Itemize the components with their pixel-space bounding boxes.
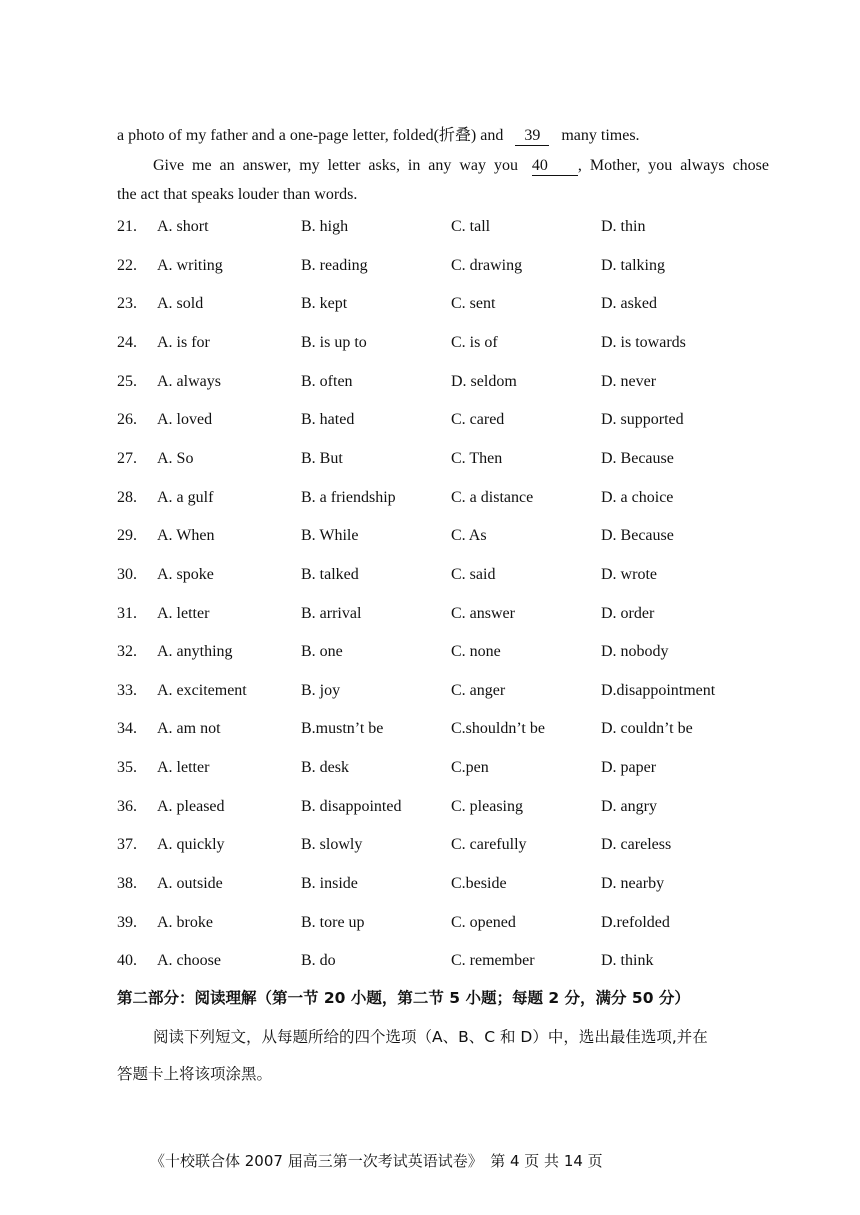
option-a: A. is for xyxy=(157,334,210,351)
option-a: A. excitement xyxy=(157,682,247,699)
option-b: B. tore up xyxy=(301,914,365,931)
option-d: D. never xyxy=(601,373,657,390)
option-d: D. think xyxy=(601,952,654,969)
option-d: D. careless xyxy=(601,836,672,853)
option-b: B. slowly xyxy=(301,836,363,853)
option-b: B. kept xyxy=(301,295,348,312)
option-c: C. sent xyxy=(451,295,496,312)
option-c: C.beside xyxy=(451,875,507,892)
option-b: B. one xyxy=(301,643,343,660)
option-d: D. supported xyxy=(601,411,684,428)
option-a: A. writing xyxy=(157,257,223,274)
option-c: C. answer xyxy=(451,605,515,622)
question-number: 33. xyxy=(117,682,137,699)
option-b: B. hated xyxy=(301,411,355,428)
option-c: C. is of xyxy=(451,334,498,351)
question-number: 36. xyxy=(117,798,137,815)
option-b: B. While xyxy=(301,527,359,544)
option-b: B. do xyxy=(301,952,336,969)
question-number: 31. xyxy=(117,605,137,622)
question-number: 24. xyxy=(117,334,137,351)
option-a: A. sold xyxy=(157,295,204,312)
option-c: C. pleasing xyxy=(451,798,523,815)
question-number: 39. xyxy=(117,914,137,931)
option-a: A. am not xyxy=(157,720,221,737)
question-row xyxy=(117,834,777,856)
section-instruction: 阅读下列短文，从每题所给的四个选项（A、B、C 和 D）中，选出最佳选项,并在 xyxy=(153,1028,708,1046)
question-row xyxy=(117,912,777,934)
option-d: D. Because xyxy=(601,450,674,467)
passage-text: Give me an answer, my letter asks, in any way you xyxy=(153,157,518,174)
question-number: 28. xyxy=(117,489,137,506)
question-number: 23. xyxy=(117,295,137,312)
option-b: B. joy xyxy=(301,682,341,699)
question-row xyxy=(117,293,777,315)
option-a: A. letter xyxy=(157,605,210,622)
question-number: 29. xyxy=(117,527,137,544)
option-a: A. quickly xyxy=(157,836,225,853)
question-row xyxy=(117,680,777,702)
option-b: B. But xyxy=(301,450,343,467)
option-d: D.disappointment xyxy=(601,682,716,699)
question-number: 21. xyxy=(117,218,137,235)
option-c: C. remember xyxy=(451,952,535,969)
option-c: C. none xyxy=(451,643,501,660)
option-d: D. talking xyxy=(601,257,665,274)
question-row xyxy=(117,718,777,740)
section-instruction: 答题卡上将该项涂黑。 xyxy=(117,1065,273,1083)
option-b: B. desk xyxy=(301,759,349,776)
question-number: 37. xyxy=(117,836,137,853)
question-number: 26. xyxy=(117,411,137,428)
blank-40: 40 xyxy=(532,157,578,176)
option-a: A. When xyxy=(157,527,215,544)
page-footer: 《十校联合体 2007 届高三第一次考试英语试卷》 第 4 页 共 14 页 xyxy=(150,1152,603,1170)
section-heading: 第二部分：阅读理解（第一节 20 小题，第二节 5 小题；每题 2 分，满分 50 分） xyxy=(117,989,690,1007)
question-number: 22. xyxy=(117,257,137,274)
option-d: D. couldn’t be xyxy=(601,720,693,737)
option-b: B.mustn’t be xyxy=(301,720,384,737)
option-b: B. reading xyxy=(301,257,368,274)
option-d: D. nobody xyxy=(601,643,669,660)
passage-line-2 xyxy=(153,156,769,176)
option-d: D. paper xyxy=(601,759,657,776)
question-row xyxy=(117,409,777,431)
question-number: 35. xyxy=(117,759,137,776)
option-c: C. tall xyxy=(451,218,491,235)
option-d: D. is towards xyxy=(601,334,686,351)
question-number: 27. xyxy=(117,450,137,467)
option-a: A. anything xyxy=(157,643,233,660)
option-a: A. outside xyxy=(157,875,223,892)
option-b: B. high xyxy=(301,218,349,235)
passage-text: a photo of my father and a one-page letter, folded(折叠) and xyxy=(117,127,504,144)
question-number: 32. xyxy=(117,643,137,660)
option-c: C. opened xyxy=(451,914,516,931)
option-b: B. disappointed xyxy=(301,798,402,815)
option-c: C.shouldn’t be xyxy=(451,720,545,737)
option-d: D. order xyxy=(601,605,655,622)
question-number: 38. xyxy=(117,875,137,892)
question-number: 40. xyxy=(117,952,137,969)
option-c: C. carefully xyxy=(451,836,527,853)
passage-text: the act that speaks louder than words. xyxy=(117,186,358,203)
option-d: D. thin xyxy=(601,218,646,235)
question-row xyxy=(117,448,777,470)
option-a: A. a gulf xyxy=(157,489,214,506)
option-d: D. asked xyxy=(601,295,657,312)
blank-39: 39 xyxy=(515,127,549,146)
option-b: B. arrival xyxy=(301,605,362,622)
passage-line-1 xyxy=(117,126,640,146)
option-c: C. Then xyxy=(451,450,503,467)
option-d: D. a choice xyxy=(601,489,674,506)
option-a: A. So xyxy=(157,450,194,467)
passage-line-3 xyxy=(117,185,357,205)
option-a: A. choose xyxy=(157,952,221,969)
option-d: D. Because xyxy=(601,527,674,544)
question-row xyxy=(117,757,777,779)
question-row xyxy=(117,487,777,509)
question-row xyxy=(117,255,777,277)
option-d: D.refolded xyxy=(601,914,670,931)
option-a: A. letter xyxy=(157,759,210,776)
option-b: B. a friendship xyxy=(301,489,396,506)
option-c: C. a distance xyxy=(451,489,534,506)
option-a: A. broke xyxy=(157,914,213,931)
passage-text: many times. xyxy=(561,127,640,144)
option-b: B. is up to xyxy=(301,334,367,351)
question-row xyxy=(117,525,777,547)
option-b: B. inside xyxy=(301,875,358,892)
option-d: D. angry xyxy=(601,798,657,815)
option-c: C. said xyxy=(451,566,496,583)
question-row xyxy=(117,332,777,354)
question-row xyxy=(117,603,777,625)
option-a: A. always xyxy=(157,373,221,390)
passage-text: , Mother, you always chose xyxy=(577,157,770,174)
option-c: C.pen xyxy=(451,759,489,776)
option-a: A. spoke xyxy=(157,566,214,583)
option-b: B. talked xyxy=(301,566,359,583)
question-row xyxy=(117,564,777,586)
question-row xyxy=(117,641,777,663)
question-row xyxy=(117,950,777,972)
option-a: A. loved xyxy=(157,411,213,428)
question-row xyxy=(117,216,777,238)
option-c: C. cared xyxy=(451,411,505,428)
option-d: D. nearby xyxy=(601,875,665,892)
option-c: C. anger xyxy=(451,682,506,699)
question-number: 25. xyxy=(117,373,137,390)
question-row xyxy=(117,873,777,895)
option-a: A. short xyxy=(157,218,209,235)
question-number: 30. xyxy=(117,566,137,583)
option-a: A. pleased xyxy=(157,798,225,815)
question-number: 34. xyxy=(117,720,137,737)
option-c: D. seldom xyxy=(451,373,517,390)
option-c: C. drawing xyxy=(451,257,523,274)
option-c: C. As xyxy=(451,527,487,544)
option-b: B. often xyxy=(301,373,353,390)
question-row xyxy=(117,796,777,818)
question-row xyxy=(117,371,777,393)
option-d: D. wrote xyxy=(601,566,657,583)
